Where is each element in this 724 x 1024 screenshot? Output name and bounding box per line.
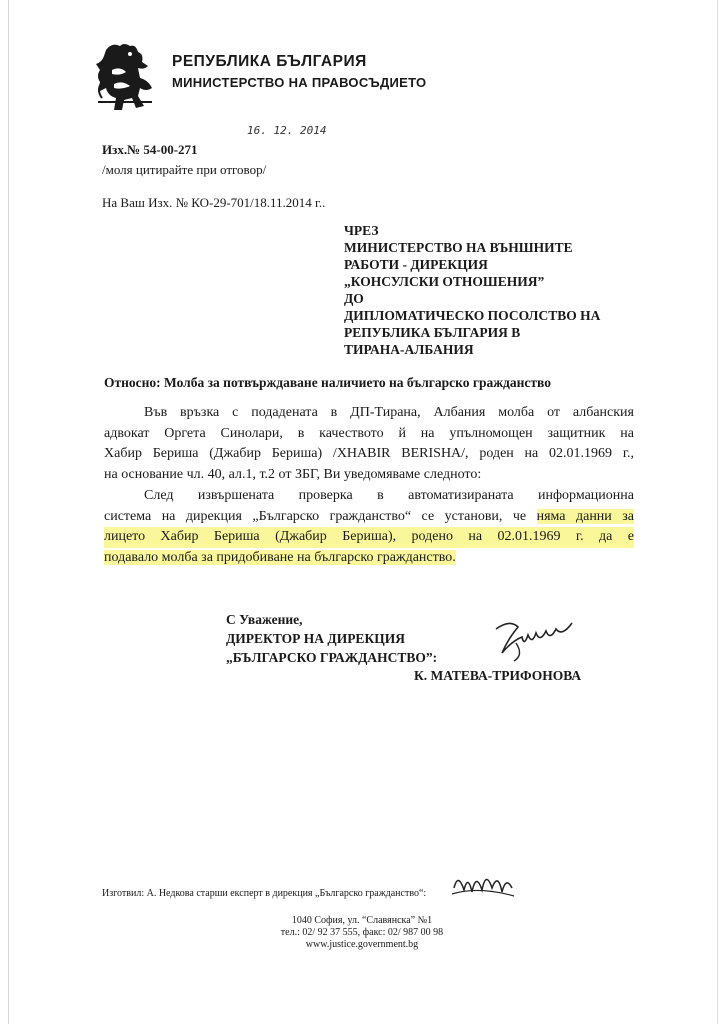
subject-line: Относно: Молба за потвърждаване наличието на българско гражданство [104, 375, 551, 390]
page-edge-right [717, 0, 718, 1024]
body-line: на основание чл. 40, ал.1, т.2 от ЗБГ, Ви уведомяваме следното: [104, 466, 482, 482]
page-edge-left [8, 0, 9, 1024]
via-line: МИНИСТЕРСТВО НА ВЪНШНИТЕ [344, 240, 573, 255]
recipient-line: ДИПЛОМАТИЧЕСКО ПОСОЛСТВО НА [344, 308, 601, 323]
body-line: адвокат Оргета Синолари, в качеството й на упълномощен защитник на [104, 425, 634, 441]
via-line: РАБОТИ - ДИРЕКЦИЯ [344, 257, 488, 272]
recipient-block [344, 290, 674, 358]
recipient-line: ДО [344, 291, 364, 306]
highlighted-line: лицето Хабир Бериша (Джабир Бериша), родено на 02.01.1969 г. да е [104, 527, 634, 548]
preparer-signature-icon [448, 866, 518, 902]
body-line: Хабир Бериша (Джабир Бериша) /XHABIR BERISHA/, роден на 02.01.1969 г., [104, 446, 634, 461]
recipient-line: РЕПУБЛИКА БЪЛГАРИЯ В [344, 325, 521, 340]
body-line: Във връзка с подадената в ДП-Тирана, Албания молба от албанския [144, 405, 634, 420]
coat-of-arms-lion-icon [92, 40, 158, 114]
body-line: След извършената проверка в автоматизираната информационна [144, 488, 634, 503]
body-line [104, 507, 634, 528]
via-line: „КОНСУЛСКИ ОТНОШЕНИЯ” [344, 274, 545, 289]
your-reference: На Ваш Изх. № КО-29-701/18.11.2014 г.. [102, 195, 326, 210]
recipient-line: ТИРАНА-АЛБАНИЯ [344, 342, 474, 357]
handwritten-date: 16. 12. 2014 [247, 124, 327, 137]
body-paragraph-1 [104, 403, 634, 485]
header-country: РЕПУБЛИКА БЪЛГАРИЯ [172, 53, 367, 70]
via-block [344, 222, 674, 290]
body-text: система на дирекция „Българско гражданство“ се установи, че [104, 508, 537, 524]
outgoing-number: Изх.№ 54-00-271 [102, 142, 198, 157]
highlighted-text: няма данни за [536, 508, 634, 524]
signatory-name: К. МАТЕВА-ТРИФОНОВА [414, 668, 582, 683]
director-signature-icon [488, 615, 588, 665]
prepared-by: Изготвил: А. Недкова старши експерт в дирекция „Българско гражданство“: [102, 888, 427, 899]
footer-phone-fax: тел.: 02/ 92 37 555, факс: 02/ 987 00 98 [280, 927, 444, 938]
header-ministry: МИНИСТЕРСТВО НА ПРАВОСЪДИЕТО [172, 75, 427, 90]
signature-title-2: „БЪЛГАРСКО ГРАЖДАНСТВО”: [226, 650, 438, 665]
please-cite-note: /моля цитирайте при отговор/ [102, 162, 267, 177]
via-line: ЧРЕЗ [344, 223, 379, 238]
footer-address: 1040 София, ул. “Славянска” №1 [291, 915, 433, 926]
body-paragraph-2 [104, 486, 634, 568]
footer-website: www.justice.government.bg [305, 939, 419, 950]
footer-contact [200, 915, 524, 951]
signature-title-1: ДИРЕКТОР НА ДИРЕКЦИЯ [226, 631, 405, 646]
signature-regards: С Уважение, [226, 612, 303, 627]
highlighted-line [104, 548, 634, 569]
highlighted-text: подавало молба за придобиване на българско гражданство. [104, 549, 456, 565]
